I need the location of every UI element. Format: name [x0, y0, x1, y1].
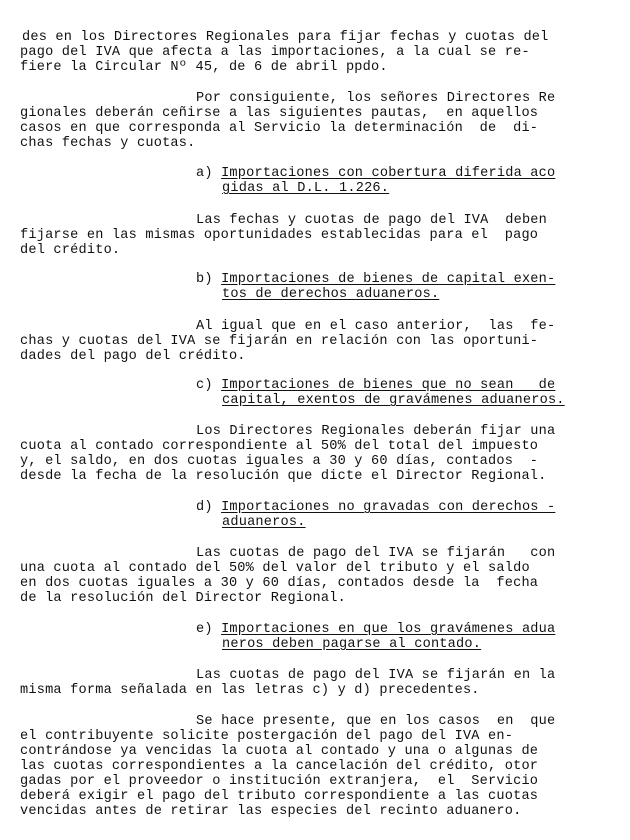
text-line: des en los Directores Regionales para fijar fechas y cuotas del	[22, 30, 549, 45]
text-line: y, el saldo, en dos cuotas iguales a 30 y 60 días, contados -	[20, 454, 539, 469]
text-line: Las cuotas de pago del IVA se fijarán en la	[196, 668, 556, 683]
section-letter: e)	[196, 622, 213, 637]
text-line: contrándose ya vencidas la cuota al contado y una o algunas de	[20, 744, 539, 759]
section-b-heading	[196, 272, 555, 288]
heading-text: Importaciones en que los gravámenes adua	[221, 622, 556, 637]
section-a-heading	[196, 166, 555, 182]
section-d-heading-cont	[222, 515, 306, 531]
text-line: cuota al contado correspondiente al 50% del total del impuesto	[20, 439, 539, 454]
heading-text: capital, exentos de gravámenes aduaneros.	[222, 393, 565, 408]
text-line: fijarse en las mismas oportunidades establecidas para el pago	[20, 228, 539, 243]
section-e-heading-cont	[222, 637, 481, 653]
heading-text: tos de derechos aduaneros.	[222, 287, 440, 302]
text-line: Por consiguiente, los señores Directores Re	[196, 91, 556, 106]
section-letter: d)	[196, 500, 213, 515]
heading-text: Importaciones no gravadas con derechos -	[221, 500, 556, 515]
section-letter: a)	[196, 166, 213, 181]
text-line: chas y cuotas del IVA se fijarán en relación con las oportuni-	[20, 334, 539, 349]
text-line: del crédito.	[20, 243, 121, 258]
section-letter: c)	[196, 378, 213, 393]
heading-text: Importaciones de bienes de capital exen-	[221, 272, 556, 287]
text-line: Las fechas y cuotas de pago del IVA deben	[196, 213, 548, 228]
text-line: casos en que corresponda al Servicio la determinación de di-	[20, 121, 539, 136]
heading-text: gidas al D.L. 1.226.	[222, 181, 390, 196]
section-c-heading	[196, 378, 555, 394]
section-b-heading-cont	[222, 287, 439, 303]
section-c-heading-cont	[222, 393, 565, 409]
text-line: gionales deberán ceñirse a las siguientes pautas, en aquellos	[20, 106, 539, 121]
text-line: Los Directores Regionales deberán fijar una	[196, 424, 556, 439]
section-a-heading-cont	[222, 181, 389, 197]
text-line: en dos cuotas iguales a 30 y 60 días, contados desde la fecha	[20, 576, 539, 591]
text-line: de la resolución del Director Regional.	[20, 591, 346, 606]
text-line: deberá exigir el pago del tributo correspondiente a las cuotas	[20, 789, 539, 804]
text-line: Las cuotas de pago del IVA se fijarán con	[196, 546, 556, 561]
heading-text: Importaciones de bienes que no sean de	[221, 378, 556, 393]
text-line: fiere la Circular Nº 45, de 6 de abril ppdo.	[20, 60, 388, 75]
text-line: las cuotas correspondientes a la cancelación del crédito, otor	[20, 759, 539, 774]
text-line: el contribuyente solicite postergación del pago del IVA en-	[20, 729, 514, 744]
text-line: misma forma señalada en las letras c) y d) precedentes.	[20, 683, 480, 698]
section-e-heading	[196, 622, 555, 638]
text-line: una cuota al contado del 50% del valor del tributo y el saldo	[20, 561, 530, 576]
text-line: Se hace presente, que en los casos en que	[196, 714, 556, 729]
text-line: Al igual que en el caso anterior, las fe-	[196, 319, 556, 334]
section-letter: b)	[196, 272, 213, 287]
text-line: chas fechas y cuotas.	[20, 136, 196, 151]
heading-text: aduaneros.	[222, 515, 306, 530]
text-line: dades del pago del crédito.	[20, 349, 246, 364]
text-line: desde la fecha de la resolución que dicte el Director Regional.	[20, 469, 547, 484]
heading-text: Importaciones con cobertura diferida aco	[221, 166, 556, 181]
text-line: vencidas antes de retirar las especies del recinto aduanero.	[20, 804, 522, 819]
heading-text: neros deben pagarse al contado.	[222, 637, 482, 652]
text-line: pago del IVA que afecta a las importaciones, a la cual se re-	[20, 45, 530, 60]
section-d-heading	[196, 500, 555, 516]
text-line: gadas por el proveedor o institución extranjera, el Servicio	[20, 774, 539, 789]
